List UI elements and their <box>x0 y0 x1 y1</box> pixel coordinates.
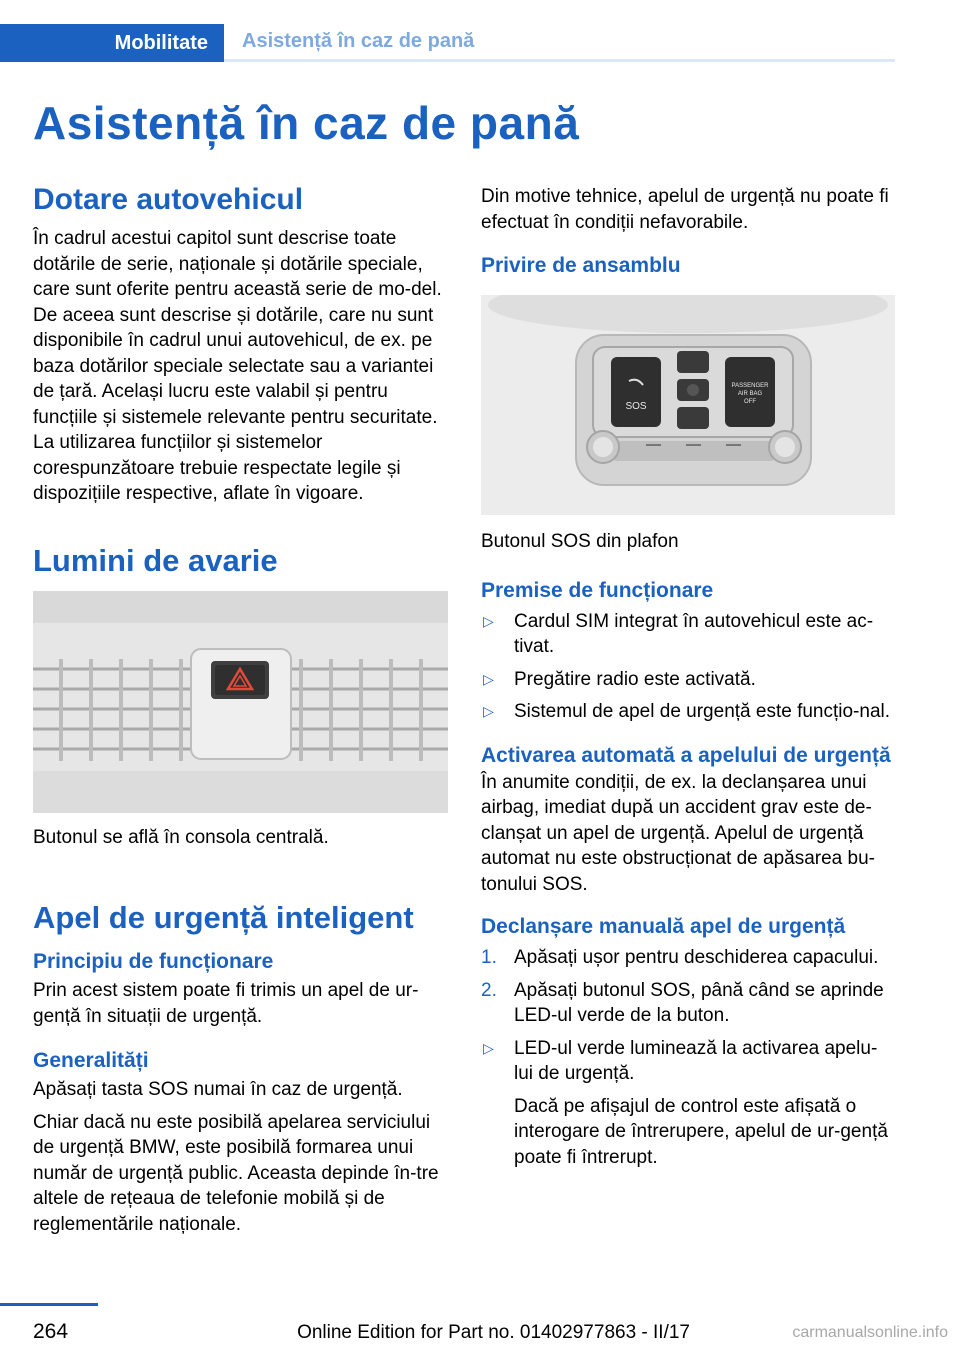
triangle-bullet-icon: ▷ <box>483 1039 494 1056</box>
step-marker: 2. <box>481 979 497 1001</box>
automatic-activation-text: În anumite condiții, de ex. la declanșarea unui airbag, imediat după un accident grav este de-clanșat un apel de urgență. Apelul de urgență automat nu este obstrucționat de apăsarea bu-tonului SOS. <box>481 771 875 895</box>
equipment-text: În cadrul acestui capitol sunt descrise toate dotările de serie, naționale și dotările speciale, care sunt oferite pentru această serie de mo-del. De aceea sunt descrise și dotările, care nu sunt disponibile în cadrul unui autovehicul, de ex. pe baza dotărilor speciale selectate sau a variantei de țară. Același lucru este valabil și pentru funcțiile și sistemele relevante pentru securitate. La utilizarea funcțiilor și sistemelor corespunzătoare trebuie respectate legile și dispozițiile respective, aflate în vigoare. <box>33 228 442 504</box>
general-text-2: Chiar dacă nu este posibilă apelarea serviciului de urgență BMW, este posibilă formarea unui număr de urgență public. Aceasta depinde în-tre altele de rețeaua de telefonie mobilă și de reglementările naționale. <box>33 1111 439 1235</box>
step-marker: 1. <box>481 947 497 968</box>
principle-text: Prin acest sistem poate fi trimis un apel de ur-gență în situații de urgență. <box>33 980 419 1027</box>
airbag-label-3: OFF <box>744 399 756 405</box>
airbag-label-1: PASSENGER <box>731 383 769 389</box>
sos-button-illustration <box>481 295 895 515</box>
heading-general: Generalități <box>33 1049 149 1072</box>
watermark: carmanualsonline.info <box>792 1324 948 1341</box>
right-column <box>481 180 895 1170</box>
edition-text: Online Edition for Part no. 01402977863 - II/17 <box>297 1322 690 1343</box>
heading-automatic-activation: Activarea automată a apelului de urgență <box>481 743 891 767</box>
list-item: ▷ Sistemul de apel de urgență este funcțio-nal. <box>481 699 895 725</box>
prerequisites-list <box>481 609 895 725</box>
heading-principle: Principiu de funcționare <box>33 950 274 973</box>
list-item: ▷ Cardul SIM integrat în autovehicul este ac-tivat. <box>483 610 874 657</box>
sos-caption: Butonul SOS din plafon <box>481 531 679 552</box>
sos-button-figure <box>481 295 895 515</box>
triangle-bullet-icon: ▷ <box>483 703 494 719</box>
page-title: Asistență în caz de pană <box>33 97 580 149</box>
heading-prerequisites: Premise de funcționare <box>481 578 714 602</box>
heading-manual-trigger: Declanșare manuală apel de urgență <box>481 915 846 938</box>
page-header <box>0 0 895 62</box>
triangle-bullet-icon: ▷ <box>483 670 494 687</box>
heading-equipment: Dotare autovehicul <box>33 183 304 216</box>
list-item: ▷ LED-ul verde luminează la activarea apelu-lui de urgență. <box>483 1037 878 1084</box>
step-item: 1. Apăsați ușor pentru deschiderea capacului. <box>481 945 895 971</box>
heading-intelligent-call: Apel de urgență inteligent <box>33 900 414 935</box>
result-note: Dacă pe afișajul de control este afișată o interogare de întrerupere, apelul de ur-gență poate fi întrerupt. <box>514 1095 888 1168</box>
intro-text: Din motive tehnice, apelul de urgență nu poate fi efectuat în condiții nefavorabile. <box>481 186 889 233</box>
hazard-button-illustration <box>33 591 448 813</box>
section-tab: Mobilitate <box>0 24 224 62</box>
left-column <box>33 180 448 1237</box>
manual-steps-list <box>481 945 895 1029</box>
heading-overview: Privire de ansamblu <box>481 254 681 277</box>
hazard-button-figure <box>33 591 448 813</box>
page-number: 264 <box>33 1320 69 1343</box>
triangle-bullet-icon: ▷ <box>483 612 494 629</box>
list-item: ▷ Pregătire radio este activată. <box>481 667 895 693</box>
sos-label: SOS <box>625 401 647 412</box>
result-list <box>481 1036 895 1087</box>
hazard-caption: Butonul se află în consola centrală. <box>33 826 329 848</box>
step-item: 2. Apăsați butonul SOS, până când se aprinde LED-ul verde de la buton. <box>481 979 884 1026</box>
airbag-label-2: AIR BAG <box>737 391 763 397</box>
general-text-1: Apăsați tasta SOS numai în caz de urgență. <box>33 1079 403 1100</box>
heading-hazard-lights: Lumini de avarie <box>33 542 278 578</box>
subsection-tab: Asistență în caz de pană <box>224 24 895 62</box>
footer-rule <box>0 1303 98 1306</box>
